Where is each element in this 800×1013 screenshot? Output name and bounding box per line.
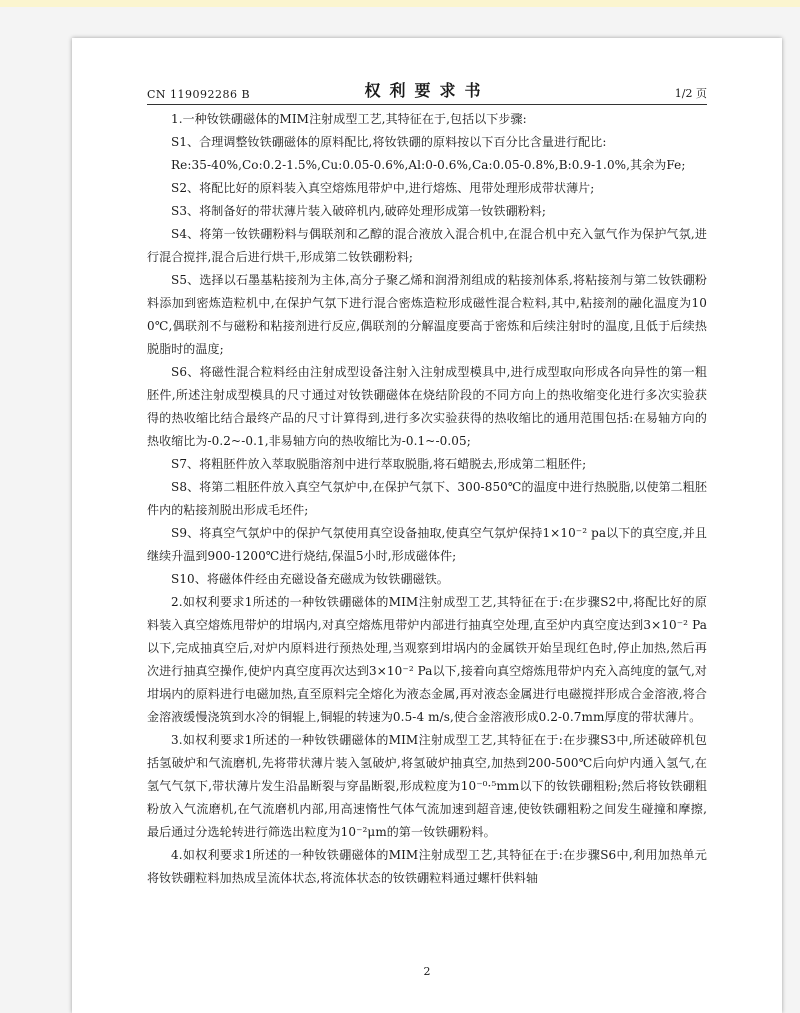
claim-1-step-s8: S8、将第二粗胚件放入真空气氛炉中,在保护气氛下、300-850℃的温度中进行热脱脂,以使第二粗胚件内的粘接剂脱出形成毛坯件; xyxy=(147,480,707,517)
top-band xyxy=(0,0,800,7)
patent-number: CN 119092286 B xyxy=(147,88,251,101)
claim-1-step-s4: S4、将第一钕铁硼粉料与偶联剂和乙醇的混合液放入混合机中,在混合机中充入氩气作为保护气氛,进行混合搅拌,混合后进行烘干,形成第二钕铁硼粉料; xyxy=(147,227,707,264)
page-title: 权利要求书 xyxy=(364,81,490,100)
document-page xyxy=(72,38,782,1013)
claims-body xyxy=(147,108,707,890)
claim-2: 2.如权利要求1所述的一种钕铁硼磁体的MIM注射成型工艺,其特征在于:在步骤S2中,将配比好的原料装入真空熔炼甩带炉的坩埚内,对真空熔炼甩带炉内部进行抽真空处理,直至炉内真空度达到3×10⁻² Pa以下,完成抽真空后,对炉内原料进行预热处理,当观察到坩埚内的金属铁开始呈现红色时,停止加热,然后再次进行抽真空操作,使炉内真空度再次达到3×10⁻² Pa以下,接着向真空熔炼甩带炉内充入高纯度的氩气,对坩埚内的原料进行电磁加热,直至原料完全熔化为液态金属,再对液态金属进行电磁搅拌形成合金溶液,将合金溶液缓慢浇筑到水冷的铜辊上,铜辊的转速为0.5-4 m/s,使合金溶液形成0.2-0.7mm厚度的带状薄片。 xyxy=(147,595,707,724)
page-number: 2 xyxy=(423,965,431,978)
claim-4: 4.如权利要求1所述的一种钕铁硼磁体的MIM注射成型工艺,其特征在于:在步骤S6中,利用加热单元将钕铁硼粒料加热成呈流体状态,将流体状态的钕铁硼粒料通过螺杆供料轴 xyxy=(147,848,707,885)
claim-1-step-s2: S2、将配比好的原料装入真空熔炼甩带炉中,进行熔炼、甩带处理形成带状薄片; xyxy=(171,181,595,195)
claim-1-composition: Re:35-40%,Co:0.2-1.5%,Cu:0.05-0.6%,Al:0-0.6%,Ca:0.05-0.8%,B:0.9-1.0%,其余为Fe; xyxy=(171,158,686,172)
page-header xyxy=(147,80,707,104)
claim-1-step-s6: S6、将磁性混合粒料经由注射成型设备注射入注射成型模具中,进行成型取向形成各向异性的第一粗胚件,所述注射成型模具的尺寸通过对钕铁硼磁体在烧结阶段的不同方向上的热收缩变化进行多次实验获得的热收缩比结合最终产品的尺寸计算得到,进行多次实验获得的热收缩比的通用范围包括:在易轴方向的热收缩比为-0.2~-0.1,非易轴方向的热收缩比为-0.1~-0.05; xyxy=(147,365,707,448)
claim-1-step-s9: S9、将真空气氛炉中的保护气氛使用真空设备抽取,使真空气氛炉保持1×10⁻² pa以下的真空度,并且继续升温到900-1200℃进行烧结,保温5小时,形成磁体件; xyxy=(147,526,707,563)
claim-1-step-s7: S7、将粗胚件放入萃取脱脂溶剂中进行萃取脱脂,将石蜡脱去,形成第二粗胚件; xyxy=(171,457,587,471)
claim-1-step-s3: S3、将制备好的带状薄片装入破碎机内,破碎处理形成第一钕铁硼粉料; xyxy=(171,204,547,218)
claim-3: 3.如权利要求1所述的一种钕铁硼磁体的MIM注射成型工艺,其特征在于:在步骤S3中,所述破碎机包括氢破炉和气流磨机,先将带状薄片装入氢破炉,将氢破炉抽真空,加热到200-500℃后向炉内通入氢气,在氢气气氛下,带状薄片发生沿晶断裂与穿晶断裂,形成粒度为10⁻⁰·⁵mm以下的钕铁硼粗粉;然后将钕铁硼粗粉放入气流磨机,在气流磨机内部,用高速惰性气体气流加速到超音速,使钕铁硼粗粉之间发生碰撞和摩擦,最后通过分选轮转进行筛选出粒度为10⁻²μm的第一钕铁硼粉料。 xyxy=(147,733,707,839)
claim-1-step-s10: S10、将磁体件经由充磁设备充磁成为钕铁硼磁铁。 xyxy=(171,572,449,586)
header-rule xyxy=(147,104,707,105)
page-indicator: 1/2 页 xyxy=(674,87,707,100)
claim-1-step-s5: S5、选择以石墨基粘接剂为主体,高分子聚乙烯和润滑剂组成的粘接剂体系,将粘接剂与第二钕铁硼粉料添加到密炼造粒机中,在保护气氛下进行混合密炼造粒形成磁性混合粒料,其中,粘接剂的融化温度为100℃,偶联剂不与磁粉和粘接剂进行反应,偶联剂的分解温度要高于密炼和后续注射时的温度,且低于后续热脱脂时的温度; xyxy=(147,273,707,356)
claim-1-intro: 1.一种钕铁硼磁体的MIM注射成型工艺,其特征在于,包括以下步骤: xyxy=(171,112,527,126)
claim-1-step-s1: S1、合理调整钕铁硼磁体的原料配比,将钕铁硼的原料按以下百分比含量进行配比: xyxy=(171,135,607,149)
